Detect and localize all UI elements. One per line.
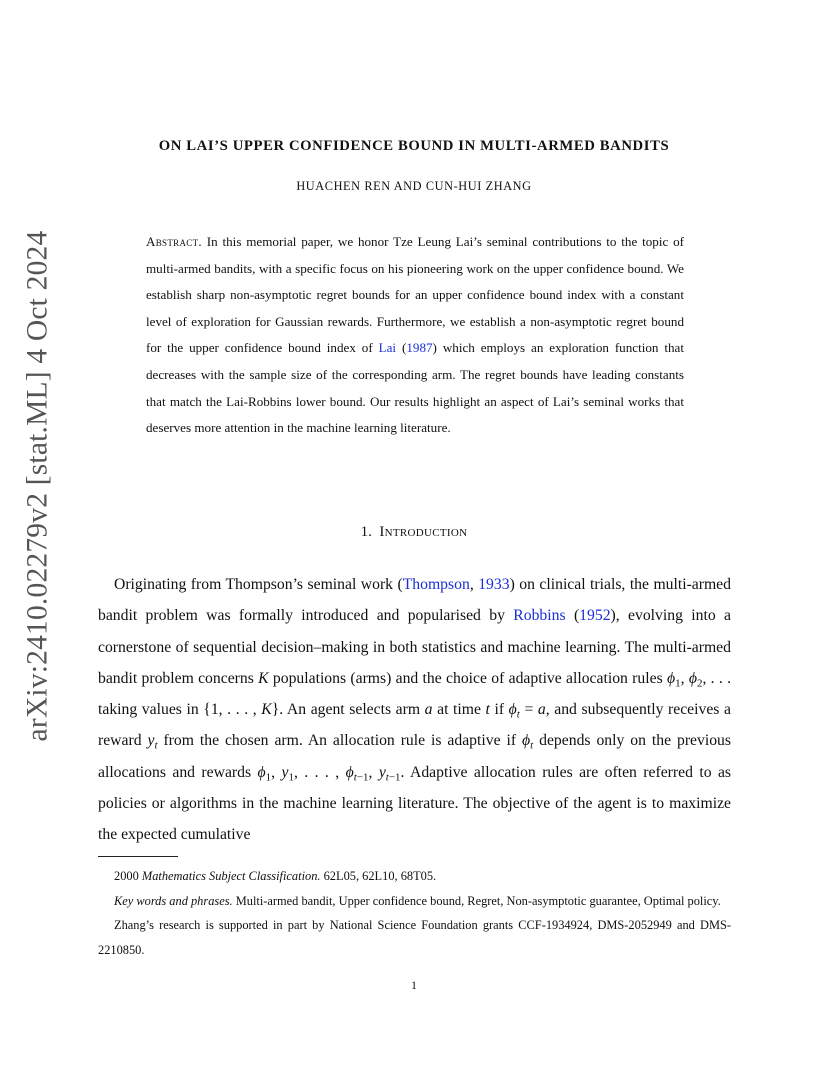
citation-thompson-year-link[interactable]: 1933 xyxy=(478,576,510,593)
citation-paren-close: ) xyxy=(432,340,437,356)
citation-paren-open: ( xyxy=(401,340,407,356)
section-heading xyxy=(0,524,828,541)
body-text-segment: Originating from Thompson’s seminal work ( xyxy=(114,576,403,593)
body-text-segment: depends only on the previous allocations and rewards xyxy=(98,732,732,781)
arxiv-sidebar-stamp xyxy=(14,230,62,742)
section-number: 1. xyxy=(360,524,372,540)
footnote-msc-codes: 62L05, 62L10, 68T05. xyxy=(320,869,437,883)
body-text-segment: taking values in {1, . . . , xyxy=(98,701,262,719)
body-text-segment: = xyxy=(519,701,538,719)
math-var-a: a xyxy=(424,701,433,719)
body-text-segment: }. An agent selects arm xyxy=(271,701,425,719)
introduction-paragraph xyxy=(98,569,731,851)
footnote-msc-label: Mathematics Subject Classification. xyxy=(141,869,321,883)
footnote-msc-year: 2000 xyxy=(114,869,142,883)
math-phi-t: $\phi_t$ xyxy=(508,701,520,721)
body-text-segment: ) on clinical trials, the multi-armed bandit problem was formally introduced and popularised by xyxy=(98,576,731,625)
body-text-segment: ( xyxy=(565,607,580,625)
math-phi-sequence: $\phi_1$, $\phi_2$, . . . xyxy=(666,669,732,690)
citation-robbins-year-link[interactable]: 1952 xyxy=(579,607,611,625)
citation-thompson-link[interactable]: Thompson xyxy=(402,576,470,593)
body-text-segment: , xyxy=(469,576,479,593)
math-var-K: K xyxy=(258,669,269,687)
abstract xyxy=(146,229,684,442)
body-text-segment: populations (arms) and the choice of adaptive allocation rules xyxy=(268,669,667,687)
footnote-msc xyxy=(98,864,731,889)
math-phi-t: $\phi_t$ xyxy=(522,732,534,752)
paper-authors: HUACHEN REN AND CUN-HUI ZHANG xyxy=(296,179,532,193)
citation-robbins-link[interactable]: Robbins xyxy=(513,607,566,625)
body-text-segment: , and subsequently receives a reward xyxy=(98,701,731,750)
abstract-text-1: In this memorial paper, we honor Tze Leung Lai’s seminal contributions to the topic of multi-armed bandits, with a specific focus on his pioneering work on the upper confidence bound. We establish sharp non-asymptotic regret bounds for an upper confidence bound index with a constant level of exploration for Gaussian rewards. Furthermore, we establish a non-asymptotic regret bound for the upper confidence bound index of xyxy=(146,234,684,356)
footnote-keywords-text: Multi-armed bandit, Upper confidence bound, Regret, Non-asymptotic guarantee, Optimal policy. xyxy=(232,893,721,908)
footnote-divider xyxy=(98,856,178,857)
footnote-funding: Zhang’s research is supported in part by National Science Foundation grants CCF-1934924, DMS-2052949 and DMS-2210850. xyxy=(98,918,731,957)
abstract-label: Abstract. xyxy=(146,234,202,249)
arxiv-identifier: arXiv:2410.02279v2 [stat.ML] 4 Oct 2024 xyxy=(21,230,54,742)
footnote-keywords xyxy=(98,889,731,914)
math-y-t: $y_t$ xyxy=(147,732,158,752)
abstract-text-2: which employs an exploration function that decreases with the sample size of the corresponding arm. The regret bounds have leading constants that match the Lai-Robbins lower bound. Our results highlight an aspect of Lai’s seminal works that deserves more attention in the machine learning literature. xyxy=(146,340,685,436)
math-var-K: K xyxy=(261,701,272,719)
page-number: 1 xyxy=(411,980,417,992)
body-text-segment: if xyxy=(489,701,509,719)
footnotes xyxy=(98,864,731,962)
section-title-text: Introduction xyxy=(379,524,468,540)
citation-lai-author-link[interactable]: Lai xyxy=(378,340,397,356)
body-text-segment: ), evolving into a cornerstone of sequential decision–making in both statistics and machine learning. The multi-armed bandit problem concerns xyxy=(98,607,731,687)
body-text-segment: at time xyxy=(432,701,486,719)
math-var-t: t xyxy=(485,701,490,719)
math-var-a: a xyxy=(537,701,546,719)
footnote-keywords-label: Key words and phrases. xyxy=(114,893,233,908)
paper-title: ON LAI’S UPPER CONFIDENCE BOUND IN MULTI-ARMED BANDITS xyxy=(158,138,670,154)
math-history-sequence: $\phi_1$, $y_1$, . . . , $\phi_{t-1}$, $y_{t-1}$ xyxy=(257,763,401,784)
citation-lai-year-link[interactable]: 1987 xyxy=(406,340,433,356)
body-text-segment: from the chosen arm. An allocation rule is adaptive if xyxy=(157,732,522,750)
body-text-segment: . Adaptive allocation rules are often referred to as policies or algorithms in the machine learning literature. The objective of the agent is to maximize the expected cumulative xyxy=(98,763,732,844)
